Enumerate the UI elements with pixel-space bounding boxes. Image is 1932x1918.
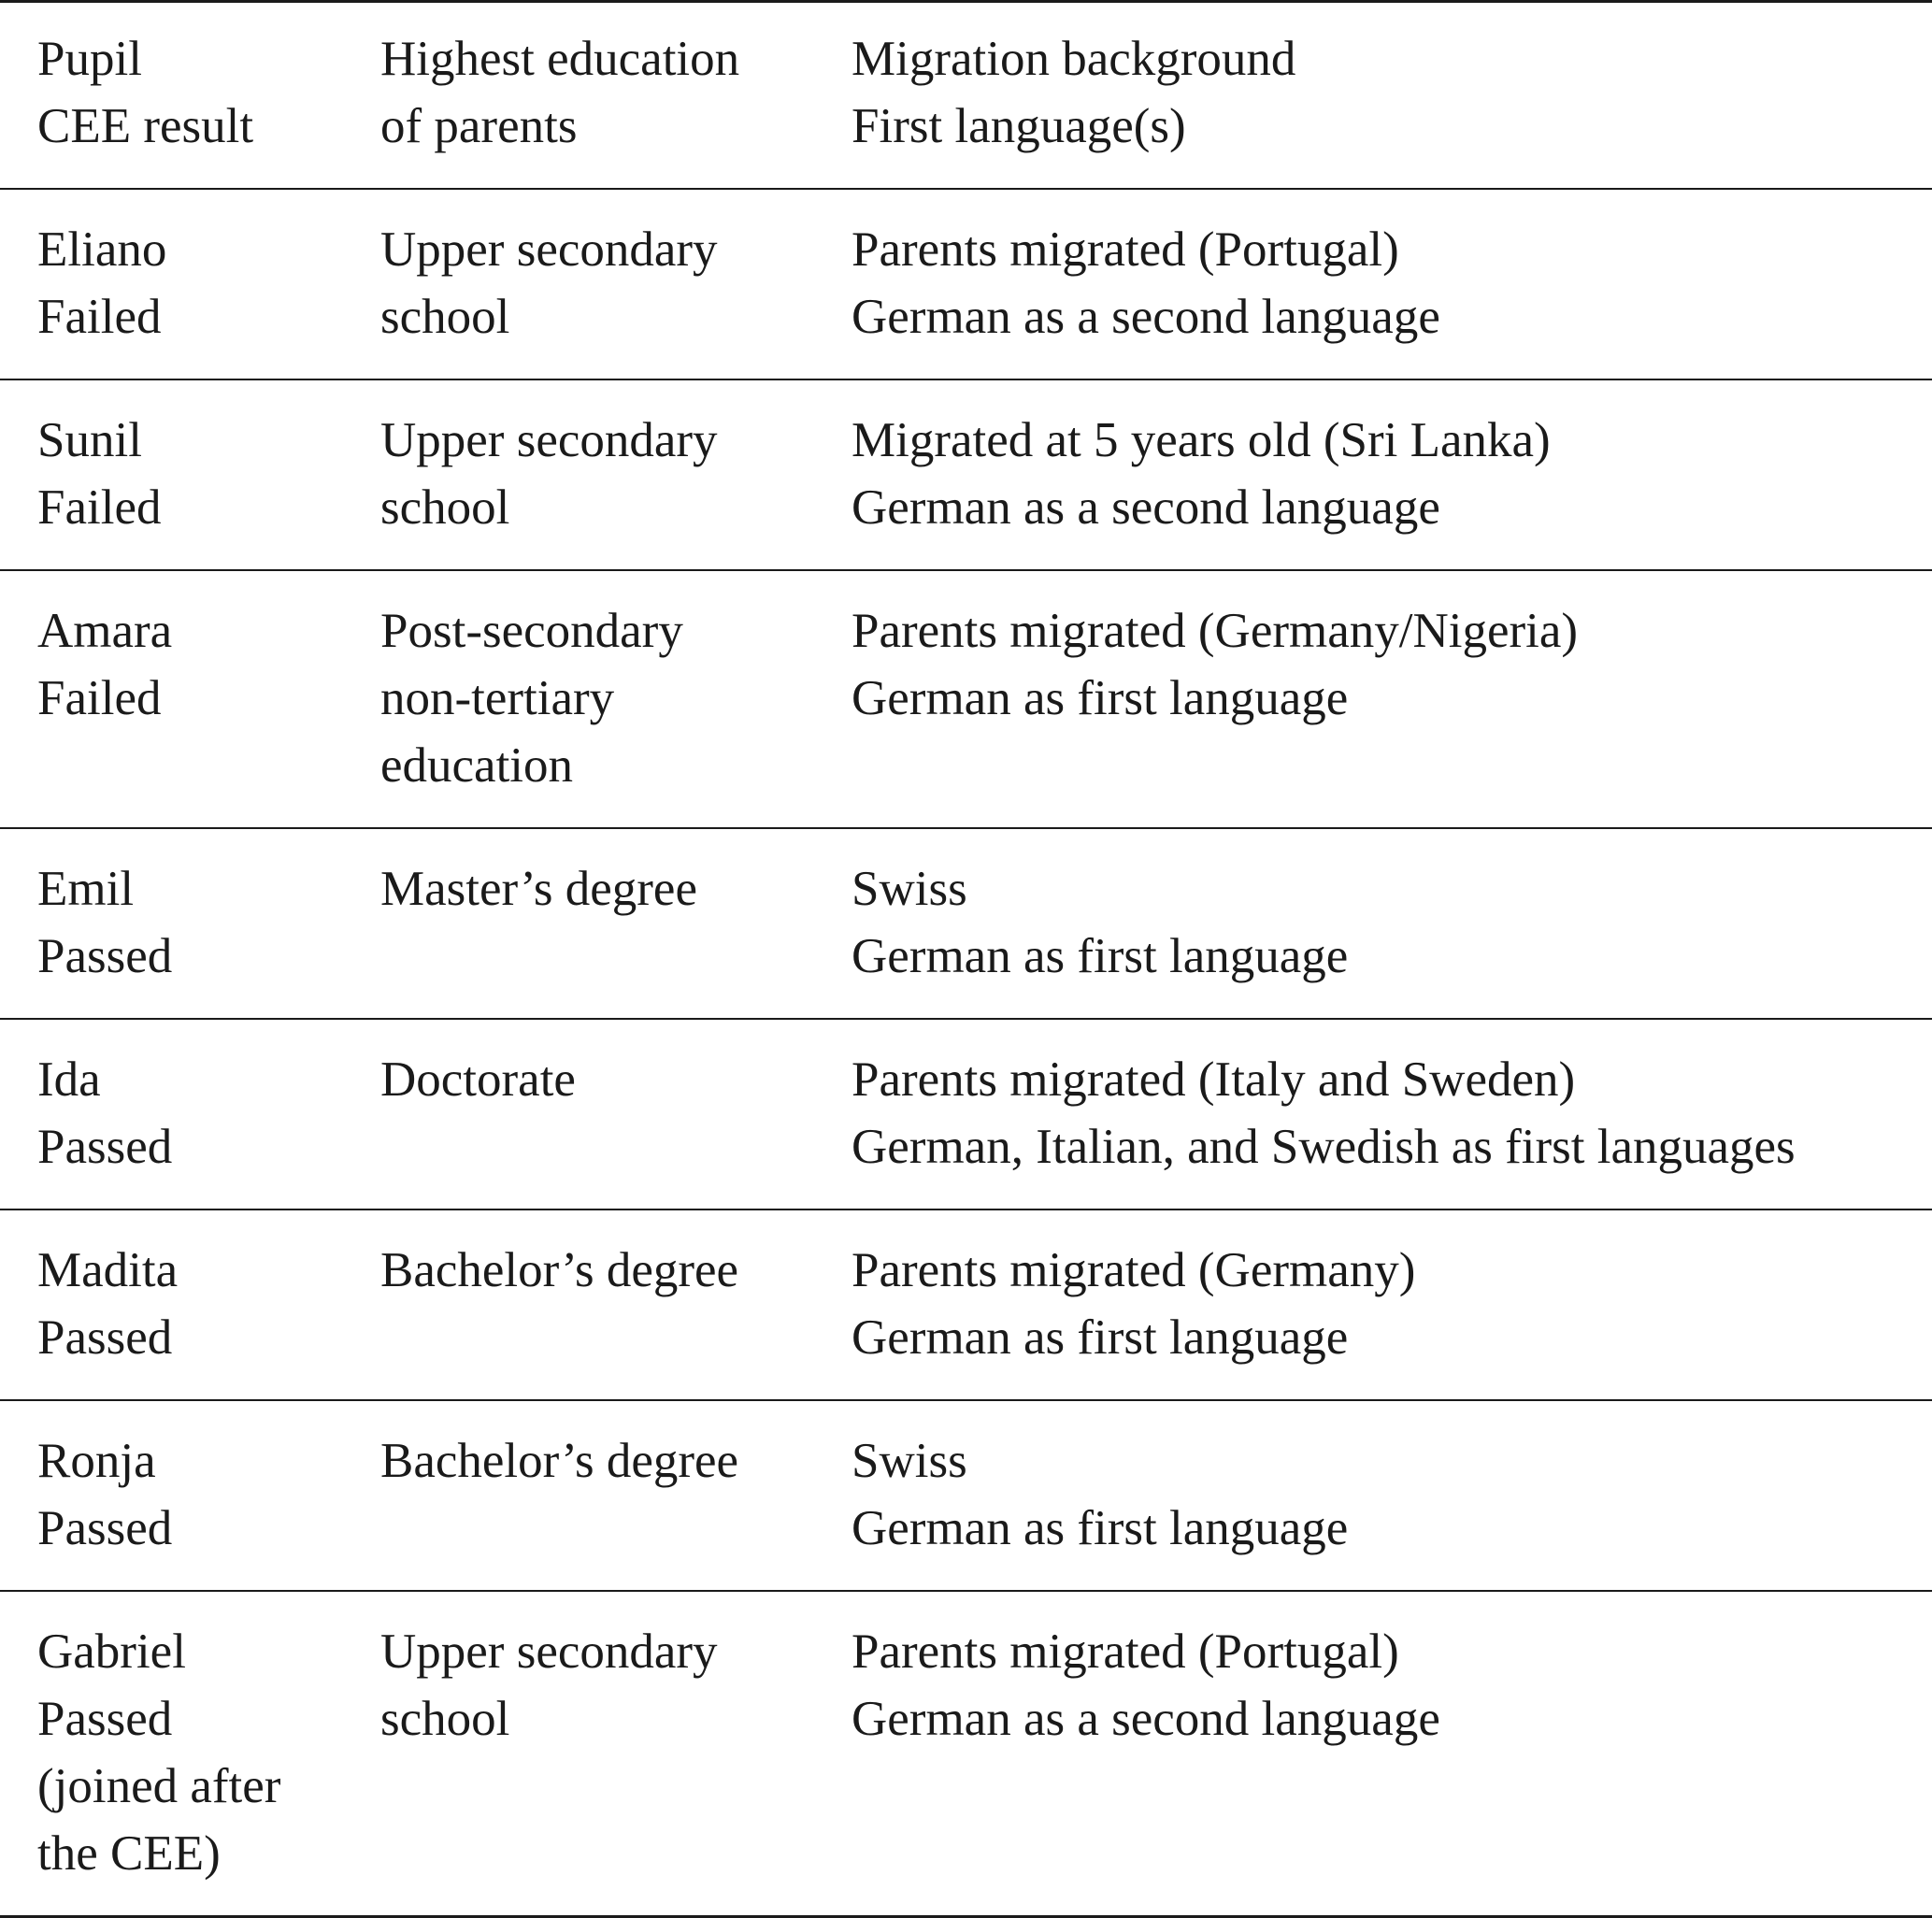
cell-text: school — [380, 290, 510, 344]
cell-migration — [852, 407, 1932, 541]
cell-migration — [852, 216, 1932, 351]
cell-text: German as first language — [852, 1310, 1349, 1365]
cell-migration — [852, 1237, 1932, 1371]
cell-text: Ida — [37, 1052, 101, 1107]
cell-pupil — [0, 1427, 380, 1562]
table-row — [0, 829, 1932, 1020]
cell-text: Passed — [37, 929, 173, 983]
cell-text: German as a second language — [852, 290, 1440, 344]
cell-text: Parents migrated (Germany) — [852, 1243, 1416, 1297]
cell-text: the CEE) — [37, 1826, 221, 1881]
cell-education — [380, 1427, 852, 1562]
header-text: of parents — [380, 99, 578, 153]
cell-text: Failed — [37, 671, 162, 725]
table-row — [0, 190, 1932, 380]
cell-text: Parents migrated (Portugal) — [852, 1625, 1399, 1679]
cell-text: Amara — [37, 604, 173, 658]
cell-text: non-tertiary — [380, 671, 615, 725]
cell-education — [380, 407, 852, 541]
cell-text: Swiss — [852, 1434, 967, 1488]
cell-text: Master’s degree — [380, 862, 697, 916]
header-pupil-cee — [0, 25, 380, 160]
header-text: Migration background — [852, 32, 1296, 86]
cell-education — [380, 1618, 852, 1887]
cell-text: German as first language — [852, 1501, 1349, 1555]
cell-education — [380, 1046, 852, 1181]
header-migration — [852, 25, 1932, 160]
cell-text: Parents migrated (Italy and Sweden) — [852, 1052, 1576, 1107]
cell-text: Upper secondary — [380, 413, 718, 467]
cell-text: Failed — [37, 290, 162, 344]
cell-text: German, Italian, and Swedish as first languages — [852, 1120, 1796, 1174]
cell-text: Migrated at 5 years old (Sri Lanka) — [852, 413, 1551, 467]
cell-text: Upper secondary — [380, 222, 718, 277]
cell-text: Passed — [37, 1692, 173, 1746]
cell-pupil — [0, 597, 380, 799]
cell-text: Bachelor’s degree — [380, 1243, 739, 1297]
cell-pupil — [0, 407, 380, 541]
cell-text: Bachelor’s degree — [380, 1434, 739, 1488]
cell-text: Upper secondary — [380, 1625, 718, 1679]
table-row — [0, 380, 1932, 571]
cell-migration — [852, 1427, 1932, 1562]
cell-text: Eliano — [37, 222, 167, 277]
header-education — [380, 25, 852, 160]
cell-education — [380, 1237, 852, 1371]
cell-pupil — [0, 1618, 380, 1887]
table-row — [0, 1401, 1932, 1592]
cell-text: school — [380, 1692, 510, 1746]
table-row — [0, 1592, 1932, 1918]
cell-pupil — [0, 1046, 380, 1181]
table-row — [0, 571, 1932, 829]
cell-text: Swiss — [852, 862, 967, 916]
cell-text: Sunil — [37, 413, 142, 467]
cell-text: school — [380, 480, 510, 535]
cell-education — [380, 855, 852, 990]
cell-text: Gabriel — [37, 1625, 186, 1679]
header-text: Highest education — [380, 32, 740, 86]
cell-pupil — [0, 855, 380, 990]
cell-migration — [852, 855, 1932, 990]
cell-text: German as a second language — [852, 480, 1440, 535]
table-header-row — [0, 3, 1932, 190]
cell-text: Madita — [37, 1243, 179, 1297]
cell-text: Ronja — [37, 1434, 156, 1488]
cell-education — [380, 216, 852, 351]
cell-text: German as first language — [852, 671, 1349, 725]
table-body — [0, 190, 1932, 1918]
header-text: Pupil — [37, 32, 142, 86]
cell-text: (joined after — [37, 1759, 281, 1813]
cell-text: Parents migrated (Germany/Nigeria) — [852, 604, 1579, 658]
cell-pupil — [0, 216, 380, 351]
header-text: First language(s) — [852, 99, 1186, 153]
cell-pupil — [0, 1237, 380, 1371]
cell-migration — [852, 1618, 1932, 1887]
cell-text: German as a second language — [852, 1692, 1440, 1746]
table-row — [0, 1020, 1932, 1210]
cell-text: Passed — [37, 1501, 173, 1555]
cell-text: Passed — [37, 1310, 173, 1365]
cell-text: Parents migrated (Portugal) — [852, 222, 1399, 277]
table-row — [0, 1210, 1932, 1401]
cell-text: German as first language — [852, 929, 1349, 983]
cell-text: Emil — [37, 862, 135, 916]
cell-migration — [852, 1046, 1932, 1181]
cell-education — [380, 597, 852, 799]
header-text: CEE result — [37, 99, 254, 153]
cell-text: Post-secondary — [380, 604, 683, 658]
cell-text: Passed — [37, 1120, 173, 1174]
cell-text: Failed — [37, 480, 162, 535]
cell-text: education — [380, 738, 574, 793]
cell-text: Doctorate — [380, 1052, 576, 1107]
cell-migration — [852, 597, 1932, 799]
